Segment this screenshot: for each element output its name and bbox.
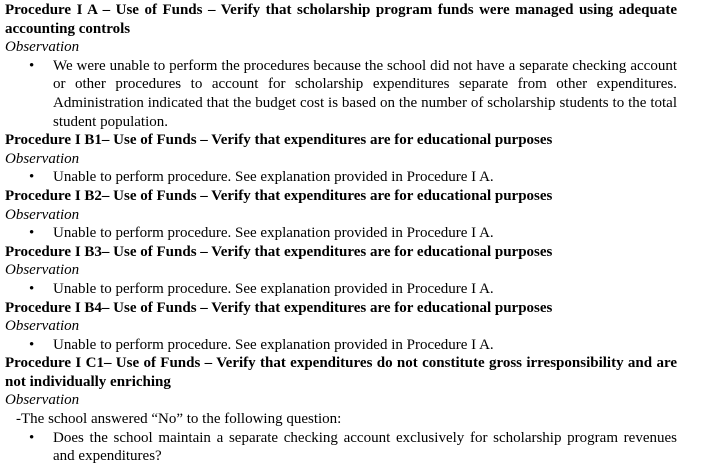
list-item xyxy=(5,168,677,187)
bullet-list xyxy=(5,280,677,299)
bullet-list xyxy=(5,429,677,466)
bullet-text: Unable to perform procedure. See explanation provided in Procedure I A. xyxy=(53,336,494,353)
bullet-text: Unable to perform procedure. See explanation provided in Procedure I A. xyxy=(53,225,494,242)
bullet-icon: • xyxy=(29,225,35,242)
question-lead-text: -The school answered “No” to the following question: xyxy=(16,411,342,428)
section-heading-procedure-i-b3: Procedure I B3– Use of Funds – Verify that expenditures are for educational purposes xyxy=(5,243,553,260)
bullet-list xyxy=(5,336,677,355)
bullet-text: Unable to perform procedure. See explanation provided in Procedure I A. xyxy=(53,169,494,186)
observation-label: Observation xyxy=(5,206,80,223)
section-heading-procedure-i-b4: Procedure I B4– Use of Funds – Verify that expenditures are for educational purposes xyxy=(5,299,553,316)
bullet-list xyxy=(5,224,677,243)
bullet-text: We were unable to perform the procedures because the school did not have a separate checking account or other procedures to account for scholarship expenditures separate from other expenditures. Administration indicated that the budget cost is based on the number of scholarship students to the total student population. xyxy=(53,57,677,130)
bullet-icon: • xyxy=(29,336,35,353)
bullet-icon: • xyxy=(29,280,35,297)
bullet-text: Unable to perform procedure. See explanation provided in Procedure I A. xyxy=(53,280,494,297)
bullet-icon: • xyxy=(29,57,35,74)
list-item xyxy=(5,57,677,131)
observation-label: Observation xyxy=(5,262,80,279)
section-heading-procedure-i-b2: Procedure I B2– Use of Funds – Verify that expenditures are for educational purposes xyxy=(5,187,553,204)
bullet-icon: • xyxy=(29,429,35,446)
bullet-list xyxy=(5,57,677,131)
bullet-text: Does the school maintain a separate checking account exclusively for scholarship program revenues and expenditures? xyxy=(53,429,677,465)
observation-label: Observation xyxy=(5,150,80,167)
bullet-icon: • xyxy=(29,169,35,186)
section-heading-procedure-i-c1: Procedure I C1– Use of Funds – Verify that expenditures do not constitute gross irresponsibility and are not individually enriching xyxy=(5,355,677,390)
section-heading-procedure-i-a: Procedure I A – Use of Funds – Verify that scholarship program funds were managed using adequate accounting controls xyxy=(5,2,677,37)
list-item xyxy=(5,280,677,299)
list-item xyxy=(5,336,677,355)
observation-label: Observation xyxy=(5,392,80,409)
list-item xyxy=(5,224,677,243)
observation-label: Observation xyxy=(5,318,80,335)
bullet-list xyxy=(5,168,677,187)
section-heading-procedure-i-b1: Procedure I B1– Use of Funds – Verify that expenditures are for educational purposes xyxy=(5,132,553,149)
observation-label: Observation xyxy=(5,39,80,56)
list-item xyxy=(5,429,677,466)
